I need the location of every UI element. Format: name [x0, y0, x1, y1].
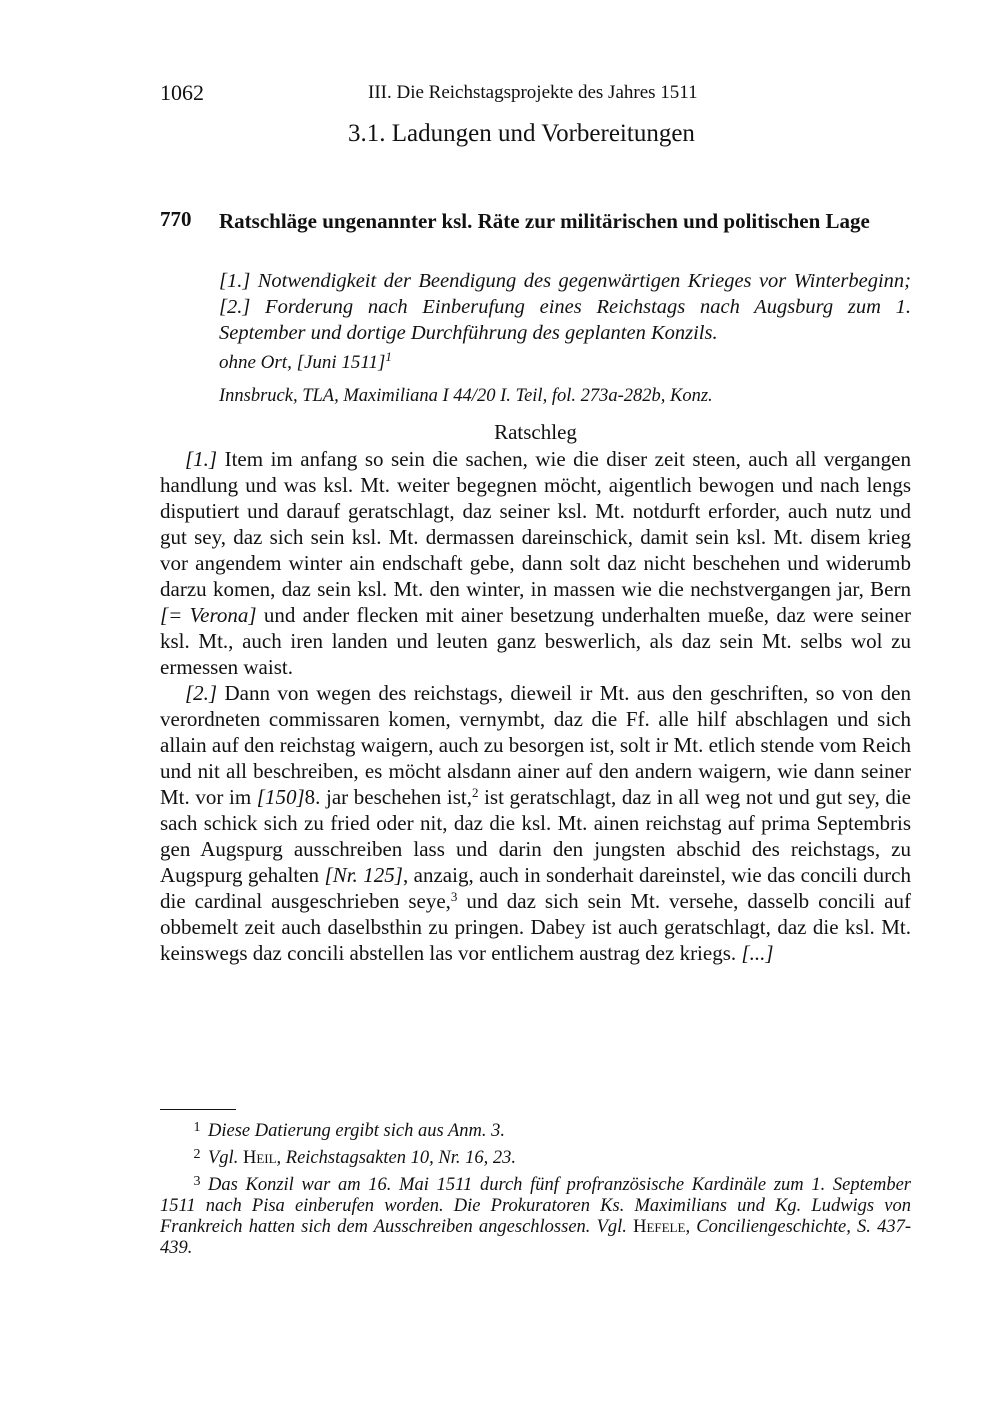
footnote-1 — [160, 1117, 911, 1142]
footnote-number: 1 — [193, 1120, 201, 1135]
footnote-ref-1[interactable]: 1 — [385, 349, 392, 364]
paragraph-marker: [2.] — [185, 681, 218, 705]
footnote-divider — [160, 1109, 236, 1110]
footnote-text: Diese Datierung ergibt sich aus Anm. 3. — [208, 1121, 506, 1141]
paragraph-text: 8. jar beschehen ist, — [304, 785, 472, 809]
footnote-text: Das Konzil war am 16. Mai 1511 durch fünf profranzösische Kardinäle zum 1. September 1511 nach Pisa einberufen worden. Die Prokuratoren Ks. Maximilians und Kg. Ludwigs von Frankreich hatten sich dem Ausschreiben angeschlossen. Vgl. — [160, 1175, 911, 1237]
section-title: 3.1. Ladungen und Vorbereitungen — [348, 120, 695, 147]
date-line — [219, 349, 392, 374]
editorial-gloss: [= Verona] — [160, 603, 257, 627]
paragraph-text: , anzaig, auch in sonderhait dareinstel, wie das concili durch die cardinal ausgeschrieben seye, — [160, 863, 912, 913]
paragraph-2 — [160, 680, 911, 966]
paragraph-text: Dann von wegen des reichstags, dieweil ir Mt. aus den geschriften, so von den verordneten commissaren komen, vernymbt, daz die Ff. alle hilf abschlagen und sich allain auf den reichstag waigern, auch zu besorgen ist, solt ir Mt. etlich stende vom Reich und nit all beschreiben, es möcht alsdann ainer auf den andern waigern, wie dann seiner Mt. vor im — [160, 681, 911, 809]
footnote-3 — [160, 1171, 911, 1259]
omission-marker: [...] — [741, 941, 774, 965]
paragraph-text: Item im anfang so sein die sachen, wie die diser zeit steen, auch all vergangen handlung und was ksl. Mt. weiter begegnen möcht, aigentlich bewogen und nach lengs disputiert und darauf geratschlagt, daz seiner ksl. Mt. notdurft erforder, auch nutz und gut sey, daz sich sein ksl. Mt. dermassen dareinschick, damit sein ksl. Mt. disem krieg vor angendem winter ain endschaft gebe, dann solt daz nicht beschehen und widerumb darzu komen, daz sein ksl. Mt. den winter, in massen wie die nechstvergangen jar, Bern — [160, 447, 911, 601]
document-number: 770 — [160, 207, 192, 231]
document-body — [160, 446, 911, 966]
footnote-text: , Reichstagsakten 10, Nr. 16, 23. — [276, 1148, 516, 1168]
editorial-bracket: [150] — [256, 785, 305, 809]
page-number: 1062 — [160, 80, 204, 105]
date-text: ohne Ort, [Juni 1511] — [219, 352, 386, 373]
footnote-text: , Conciliengeschichte, S. 437-439. — [160, 1217, 911, 1258]
cross-reference: [Nr. 125] — [324, 863, 403, 887]
document-title: Ratschläge ungenannter ksl. Räte zur militärischen und politischen Lage — [219, 209, 870, 233]
paragraph-text: und daz sich sein Mt. versehe, dasselb concili auf obbemelt zeit auch daselbsthin zu pringen. Dabey ist auch geratschlagt, daz die ksl. Mt. keinswegs daz concili abstellen las vor entlichem austrag dez kriegs. — [160, 889, 912, 965]
paragraph-marker: [1.] — [185, 447, 218, 471]
footnote-2 — [160, 1144, 911, 1169]
paragraph-1 — [160, 446, 911, 680]
paragraph-text: ist geratschlagt, daz in all weg not und gut sey, die sach schick sich zu fried oder nit, daz die ksl. Mt. ainen reichstag auf prima Septembris gen Augspurg ausschreiben lass und darin den jungsten abschid des reichstags, zu Augspurg gehalten — [160, 785, 912, 887]
running-title: III. Die Reichstagsprojekte des Jahres 1511 — [368, 82, 698, 103]
footnotes — [160, 1117, 911, 1261]
footnote-author: Hefele — [633, 1217, 686, 1237]
footnote-ref-3[interactable]: 3 — [450, 889, 458, 904]
footnote-ref-2[interactable]: 2 — [471, 785, 479, 800]
footnote-text: Vgl. — [208, 1148, 243, 1168]
footnote-number: 2 — [193, 1147, 201, 1162]
text-heading: Ratschleg — [494, 420, 577, 444]
footnote-number: 3 — [193, 1174, 201, 1189]
archive-reference: Innsbruck, TLA, Maximiliana I 44/20 I. Teil, fol. 273a-282b, Konz. — [219, 386, 713, 406]
footnote-author: Heil — [242, 1148, 277, 1168]
paragraph-text: und ander flecken mit ainer besetzung underhalten mueße, daz were seiner ksl. Mt., auch iren landen und leuten ganz beswerlich, als daz sein Mt. selbs wol zu ermessen waist. — [160, 603, 911, 679]
document-summary: [1.] Notwendigkeit der Beendigung des gegenwärtigen Krieges vor Winterbeginn; [2.] Forderung nach Einberufung eines Reichstags nach Augsburg zum 1. September und dortige Durchführung des geplanten Konzils. — [219, 270, 911, 344]
